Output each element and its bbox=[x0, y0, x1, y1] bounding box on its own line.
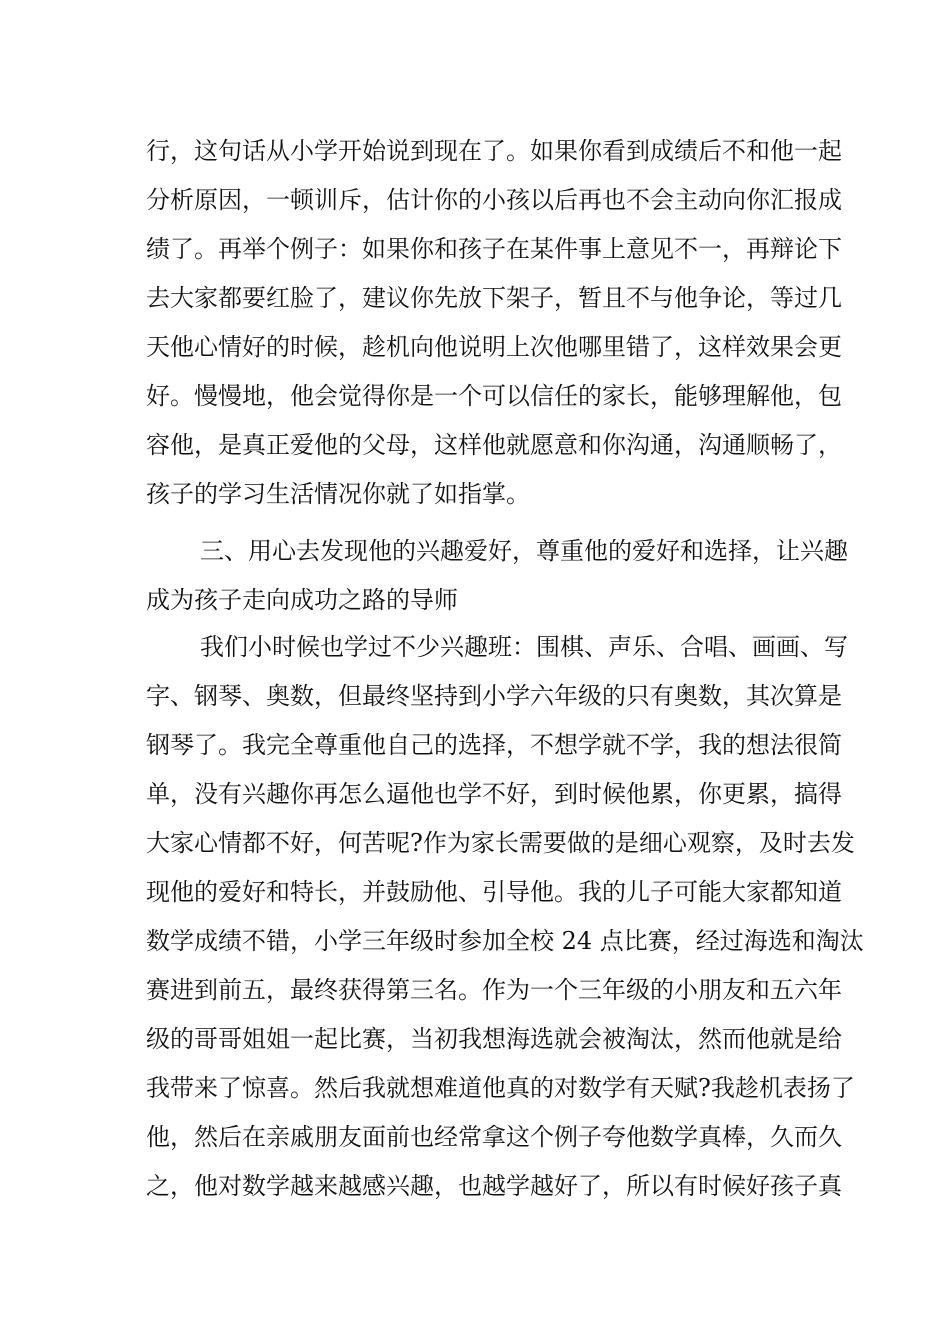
body-text-line: 大家心情都不好，何苦呢?作为家长需要做的是细心观察，及时去发 bbox=[146, 829, 855, 857]
body-text-line: 我带来了惊喜。然后我就想难道他真的对数学有天赋?我趁机表扬了 bbox=[146, 1074, 855, 1102]
body-text-line: 级的哥哥姐姐一起比赛，当初我想海选就会被淘汰，然而他就是给 bbox=[146, 1025, 842, 1053]
body-text-line: 孩子的学习生活情况你就了如指掌。 bbox=[146, 480, 530, 508]
body-text-line: 容他，是真正爱他的父母，这样他就愿意和你沟通，沟通顺畅了， bbox=[146, 431, 842, 459]
section-heading-line: 三、用心去发现他的兴趣爱好，尊重他的爱好和选择，让兴趣 bbox=[200, 537, 848, 565]
body-text-line: 赛进到前五，最终获得第三名。作为一个三年级的小朋友和五六年 bbox=[146, 976, 842, 1004]
body-text-line: 钢琴了。我完全尊重他自己的选择，不想学就不学，我的想法很简 bbox=[146, 731, 842, 759]
body-text-line: 天他心情好的时候，趁机向他说明上次他哪里错了，这样效果会更 bbox=[146, 333, 842, 361]
body-text-line: 单，没有兴趣你再怎么逼他也学不好，到时候他累，你更累，搞得 bbox=[146, 780, 842, 808]
body-text-line: 去大家都要红脸了，建议你先放下架子，暂且不与他争论，等过几 bbox=[146, 284, 842, 312]
body-text-line: 行，这句话从小学开始说到现在了。如果你看到成绩后不和他一起 bbox=[146, 137, 842, 165]
body-text-line: 分析原因，一顿训斥，估计你的小孩以后再也不会主动向你汇报成 bbox=[146, 186, 842, 214]
section-heading-line: 成为孩子走向成功之路的导师 bbox=[146, 586, 458, 614]
body-text-line: 他，然后在亲戚朋友面前也经常拿这个例子夸他数学真棒，久而久 bbox=[146, 1123, 842, 1151]
body-text-line: 字、钢琴、奥数，但最终坚持到小学六年级的只有奥数，其次算是 bbox=[146, 682, 842, 710]
body-text-line: 数学成绩不错，小学三年级时参加全校 24 点比赛，经过海选和淘汰 bbox=[146, 927, 864, 955]
body-text-line: 好。慢慢地，他会觉得你是一个可以信任的家长，能够理解他，包 bbox=[146, 382, 842, 410]
body-text-line: 我们小时候也学过不少兴趣班：围棋、声乐、合唱、画画、写 bbox=[200, 633, 848, 661]
body-text-line: 之，他对数学越来越感兴趣，也越学越好了，所以有时候好孩子真 bbox=[146, 1172, 842, 1200]
body-text-line: 现他的爱好和特长，并鼓励他、引导他。我的儿子可能大家都知道 bbox=[146, 878, 842, 906]
body-text-line: 绩了。再举个例子：如果你和孩子在某件事上意见不一，再辩论下 bbox=[146, 235, 842, 263]
